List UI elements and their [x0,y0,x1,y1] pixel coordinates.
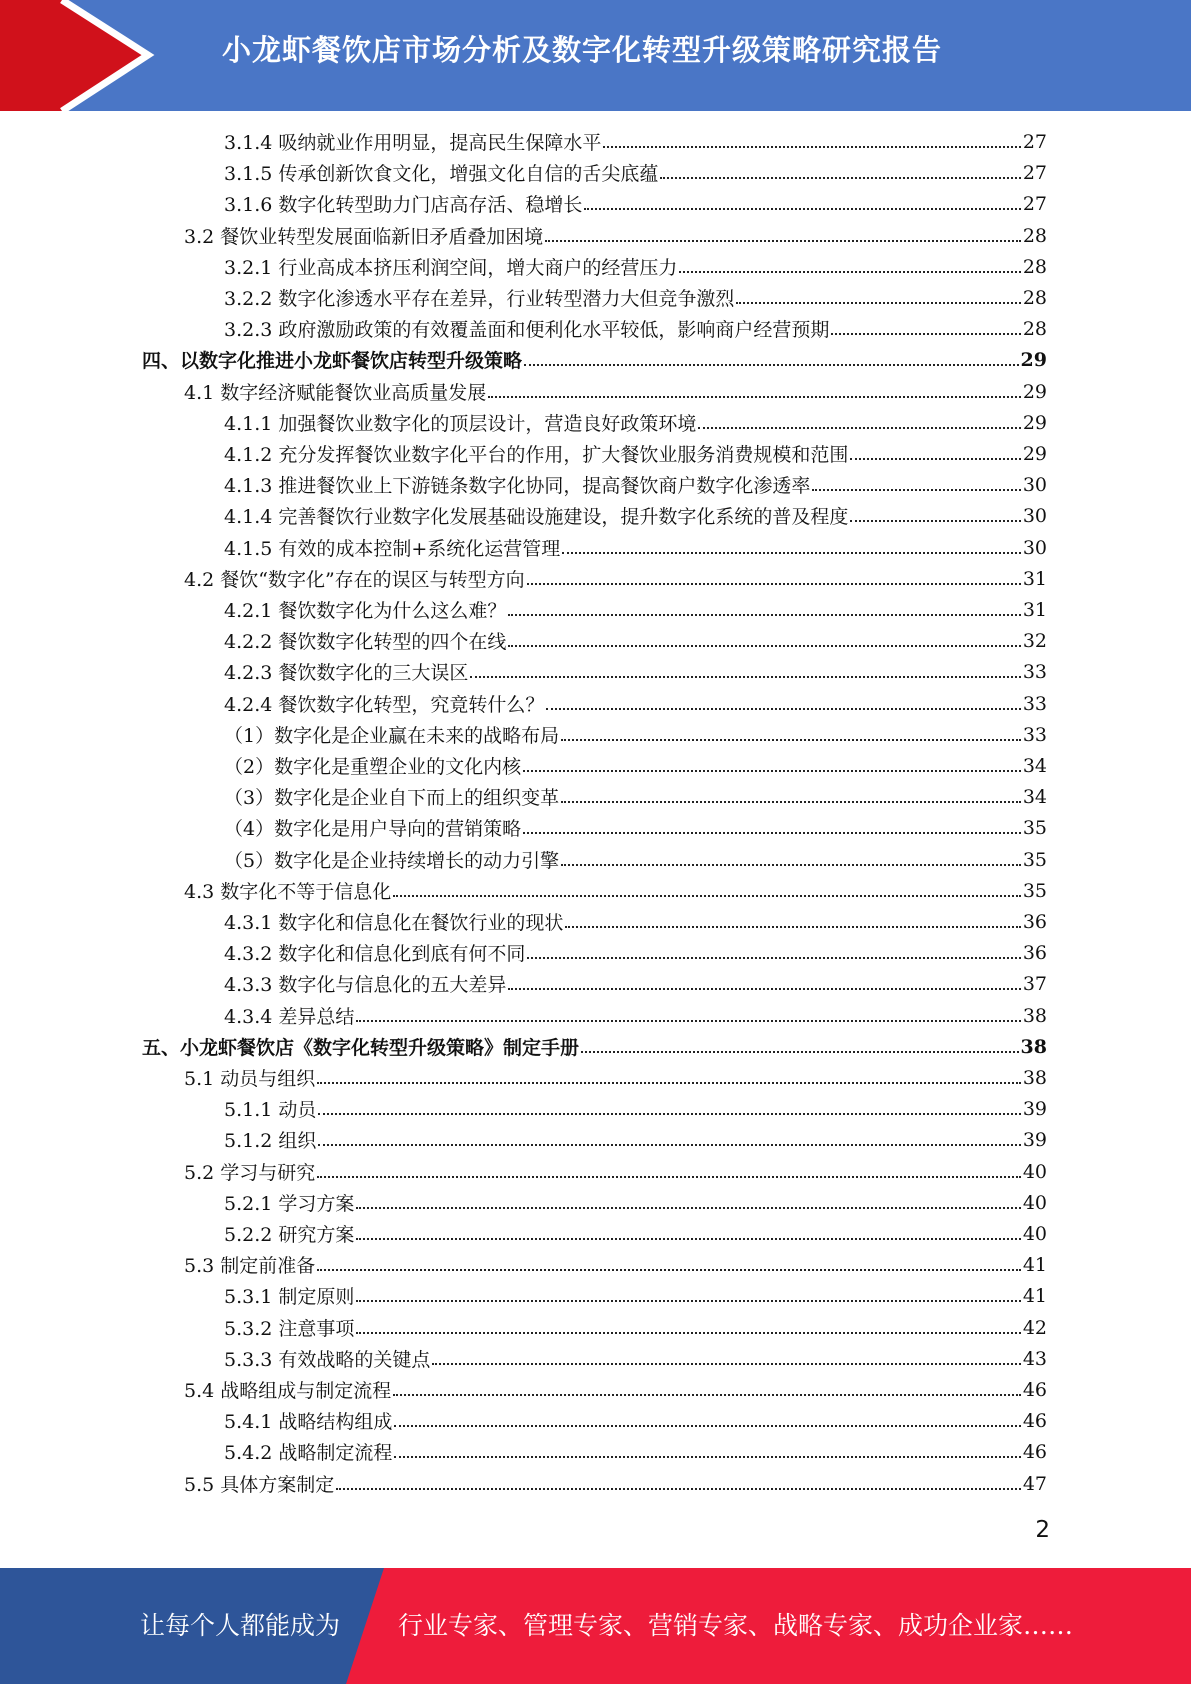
toc-entry-title: 4.2.4 餐饮数字化转型，究竟转什么？ [224,694,545,716]
toc-dot-leader [356,1331,1020,1334]
toc-entry[interactable] [184,220,1047,251]
toc-entry-title: 3.1.5 传承创新饮食文化，增强文化自信的舌尖底蕴 [224,163,659,185]
toc-dot-leader [508,644,1020,647]
toc-entry[interactable] [224,126,1047,157]
toc-entry[interactable] [224,656,1047,687]
toc-entry-page: 34 [1022,754,1047,777]
toc-dot-leader [660,176,1020,179]
toc-entry[interactable] [184,875,1047,906]
toc-entry-page: 33 [1022,660,1047,683]
toc-entry-page: 27 [1022,130,1047,153]
toc-dot-leader [527,582,1021,585]
toc-entry-title: 5.2 学习与研究 [184,1162,316,1184]
toc-dot-leader [679,270,1020,273]
toc-entry[interactable] [224,937,1047,968]
toc-entry[interactable] [224,1280,1047,1311]
toc-entry[interactable] [224,251,1047,282]
toc-entry[interactable] [224,282,1047,313]
toc-entry[interactable] [184,1468,1047,1499]
toc-dot-leader [393,894,1021,897]
footer-slogan-left: 让每个人都能成为 [140,1611,341,1640]
toc-dot-leader [356,1237,1020,1240]
toc-entry-page: 46 [1022,1440,1047,1463]
toc-entry-page: 42 [1022,1316,1047,1339]
toc-dot-leader [561,863,1021,866]
toc-entry-page: 47 [1022,1472,1047,1495]
toc-entry[interactable] [184,1156,1047,1187]
toc-dot-leader [508,613,1020,616]
toc-dot-leader [523,831,1021,834]
toc-entry-page: 39 [1022,1097,1047,1120]
toc-entry[interactable] [224,812,1047,843]
toc-entry-page: 28 [1022,286,1047,309]
toc-entry-title: （5）数字化是企业持续增长的动力引擎 [224,850,560,872]
toc-entry[interactable] [184,1374,1047,1405]
toc-entry-title: 3.1.4 吸纳就业作用明显，提高民生保障水平 [224,132,602,154]
toc-entry-title: 4.1.3 推进餐饮业上下游链条数字化协同，提高餐饮商户数字化渗透率 [224,475,811,497]
toc-entry[interactable] [184,1249,1047,1280]
toc-entry[interactable] [224,1312,1047,1343]
toc-entry-title: 5.3 制定前准备 [184,1255,316,1277]
toc-entry-title: 4.2.2 餐饮数字化转型的四个在线 [224,631,507,653]
toc-entry-page: 40 [1022,1191,1047,1214]
toc-entry-page: 35 [1022,816,1047,839]
toc-entry-title: 4.1 数字经济赋能餐饮业高质量发展 [184,382,487,404]
toc-entry[interactable] [224,1187,1047,1218]
toc-entry-title: 5.2.2 研究方案 [224,1224,355,1246]
toc-entry-page: 30 [1022,473,1047,496]
toc-dot-leader [561,738,1021,741]
page-footer [0,1568,1191,1684]
toc-entry-page: 43 [1022,1347,1047,1370]
toc-entry-page: 41 [1022,1253,1047,1276]
toc-entry[interactable] [224,438,1047,469]
toc-entry-title: 3.1.6 数字化转型助力门店高存活、稳增长 [224,194,583,216]
toc-dot-leader [318,1112,1020,1115]
toc-dot-leader [527,956,1020,959]
toc-entry[interactable] [224,1343,1047,1374]
toc-entry[interactable] [224,719,1047,750]
toc-entry-page: 29 [1022,411,1047,434]
toc-entry-page: 35 [1022,848,1047,871]
toc-entry[interactable] [224,781,1047,812]
toc-entry-title: 5.3.1 制定原则 [224,1286,355,1308]
toc-dot-leader [546,707,1020,710]
toc-dot-leader [508,987,1020,990]
toc-entry-title: 4.3.1 数字化和信息化在餐饮行业的现状 [224,912,564,934]
toc-entry-page: 36 [1022,941,1047,964]
toc-entry-page: 41 [1022,1284,1047,1307]
toc-entry[interactable] [224,1124,1047,1155]
toc-entry-title: 4.1.2 充分发挥餐饮业数字化平台的作用，扩大餐饮业服务消费规模和范围 [224,444,849,466]
toc-entry-page: 28 [1022,255,1047,278]
toc-entry-page: 39 [1022,1128,1047,1151]
toc-entry-title: 5.1.2 组织 [224,1130,317,1152]
toc-entry-title: 4.2.3 餐饮数字化的三大误区 [224,662,469,684]
toc-entry[interactable] [224,313,1047,344]
toc-entry-title: 5.3.3 有效战略的关键点 [224,1349,431,1371]
toc-dot-leader [470,675,1020,678]
toc-dot-leader [850,457,1020,460]
toc-entry-title: （3）数字化是企业自下而上的组织变革 [224,787,560,809]
toc-entry-page: 29 [1022,442,1047,465]
page-number: 2 [1035,1517,1050,1543]
toc-dot-leader [394,1424,1020,1427]
toc-dot-leader [356,1206,1020,1209]
page-header [0,0,1191,111]
toc-dot-leader [317,1268,1021,1271]
toc-entry[interactable] [224,469,1047,500]
toc-entry-page: 27 [1022,161,1047,184]
toc-dot-leader [812,488,1020,491]
toc-dot-leader [603,145,1020,148]
toc-entry-title: 5.3.2 注意事项 [224,1318,355,1340]
toc-dot-leader [523,769,1021,772]
toc-entry-title: 3.2.2 数字化渗透水平存在差异，行业转型潜力大但竞争激烈 [224,288,735,310]
toc-entry-page: 46 [1022,1409,1047,1432]
toc-entry[interactable] [142,1031,1047,1062]
toc-entry-page: 38 [1020,1035,1047,1058]
toc-entry-page: 40 [1022,1160,1047,1183]
toc-dot-leader [432,1362,1020,1365]
toc-entry-title: 四、以数字化推进小龙虾餐饮店转型升级策略 [142,350,523,372]
toc-entry-title: 4.2 餐饮“数字化”存在的误区与转型方向 [184,569,525,591]
report-title: 小龙虾餐饮店市场分析及数字化转型升级策略研究报告 [222,33,943,67]
toc-entry-page: 31 [1022,567,1047,590]
toc-entry-page: 28 [1022,317,1047,340]
toc-dot-leader [317,1175,1021,1178]
toc-entry-page: 35 [1022,879,1047,902]
toc-entry[interactable] [224,407,1047,438]
toc-entry-title: （1）数字化是企业赢在未来的战略布局 [224,725,560,747]
toc-entry[interactable] [224,625,1047,656]
toc-dot-leader [524,363,1019,366]
toc-dot-leader [831,332,1020,335]
toc-entry[interactable] [224,968,1047,999]
toc-dot-leader [318,1143,1020,1146]
toc-entry-title: 4.3.2 数字化和信息化到底有何不同 [224,943,526,965]
toc-entry-page: 29 [1022,380,1047,403]
toc-entry[interactable] [224,906,1047,937]
toc-dot-leader [736,301,1020,304]
toc-entry-title: 4.1.1 加强餐饮业数字化的顶层设计，营造良好政策环境 [224,413,697,435]
toc-dot-leader [356,1019,1020,1022]
toc-entry-page: 30 [1022,504,1047,527]
toc-entry[interactable] [224,1218,1047,1249]
toc-entry[interactable] [224,750,1047,781]
toc-entry-title: 5.4.1 战略结构组成 [224,1411,393,1433]
toc-dot-leader [317,1081,1021,1084]
toc-entry[interactable] [224,844,1047,875]
toc-entry[interactable] [224,532,1047,563]
toc-entry-page: 27 [1022,192,1047,215]
toc-entry-title: 5.1.1 动员 [224,1099,317,1121]
toc-dot-leader [850,519,1020,522]
toc-entry-title: 4.1.5 有效的成本控制+系统化运营管理 [224,538,561,560]
toc-dot-leader [581,1050,1019,1053]
toc-dot-leader [394,1455,1020,1458]
toc-dot-leader [698,426,1020,429]
toc-entry-title: 3.2.3 政府激励政策的有效覆盖面和便利化水平较低，影响商户经营预期 [224,319,830,341]
toc-entry-title: 4.3.4 差异总结 [224,1006,355,1028]
toc-entry[interactable] [224,688,1047,719]
toc-entry-title: 3.2 餐饮业转型发展面临新旧矛盾叠加困境 [184,226,544,248]
toc-entry[interactable] [142,344,1047,375]
toc-entry[interactable] [224,1000,1047,1031]
toc-entry-title: 5.1 动员与组织 [184,1068,316,1090]
toc-entry[interactable] [224,157,1047,188]
toc-entry-title: 4.3.3 数字化与信息化的五大差异 [224,974,507,996]
toc-dot-leader [584,207,1020,210]
toc-entry[interactable] [224,1093,1047,1124]
toc-entry-title: 五、小龙虾餐饮店《数字化转型升级策略》制定手册 [142,1037,580,1059]
toc-dot-leader [336,1487,1021,1490]
toc-entry-title: 4.1.4 完善餐饮行业数字化发展基础设施建设，提升数字化系统的普及程度 [224,506,849,528]
toc-entry-title: 4.3 数字化不等于信息化 [184,881,392,903]
toc-dot-leader [545,239,1021,242]
toc-entry-page: 29 [1020,348,1047,371]
toc-entry-page: 36 [1022,910,1047,933]
toc-entry-title: （2）数字化是重塑企业的文化内核 [224,756,522,778]
toc-entry-page: 40 [1022,1222,1047,1245]
toc-entry-page: 30 [1022,536,1047,559]
toc-entry-page: 34 [1022,785,1047,808]
toc-dot-leader [562,551,1021,554]
toc-entry-page: 38 [1022,1004,1047,1027]
toc-entry-page: 28 [1022,224,1047,247]
toc-dot-leader [488,395,1021,398]
toc-entry-page: 33 [1022,723,1047,746]
toc-dot-leader [393,1393,1021,1396]
toc-entry-title: 5.4 战略组成与制定流程 [184,1380,392,1402]
toc-entry[interactable] [184,1062,1047,1093]
toc-entry-page: 32 [1022,629,1047,652]
toc-entry-page: 31 [1022,598,1047,621]
toc-entry-title: 5.4.2 战略制定流程 [224,1442,393,1464]
toc-entry-title: 5.2.1 学习方案 [224,1193,355,1215]
toc-entry-title: 5.5 具体方案制定 [184,1474,335,1496]
toc-entry-page: 38 [1022,1066,1047,1089]
toc-entry-page: 33 [1022,692,1047,715]
toc-entry[interactable] [224,594,1047,625]
toc-entry-page: 46 [1022,1378,1047,1401]
toc-dot-leader [565,925,1020,928]
toc-entry-page: 37 [1022,972,1047,995]
toc-entry[interactable] [224,1436,1047,1467]
toc-entry[interactable] [224,500,1047,531]
toc-entry[interactable] [224,1405,1047,1436]
toc-entry-title: 3.2.1 行业高成本挤压利润空间，增大商户的经营压力 [224,257,678,279]
toc-dot-leader [561,800,1021,803]
footer-slogan-right: 行业专家、管理专家、营销专家、战略专家、成功企业家…… [398,1611,1074,1640]
toc-entry[interactable] [224,188,1047,219]
toc-entry[interactable] [184,376,1047,407]
header-arrow-decoration [0,0,160,111]
toc-entry-title: 4.2.1 餐饮数字化为什么这么难？ [224,600,507,622]
toc-dot-leader [356,1299,1020,1302]
toc-entry-title: （4）数字化是用户导向的营销策略 [224,818,522,840]
toc-entry[interactable] [184,563,1047,594]
